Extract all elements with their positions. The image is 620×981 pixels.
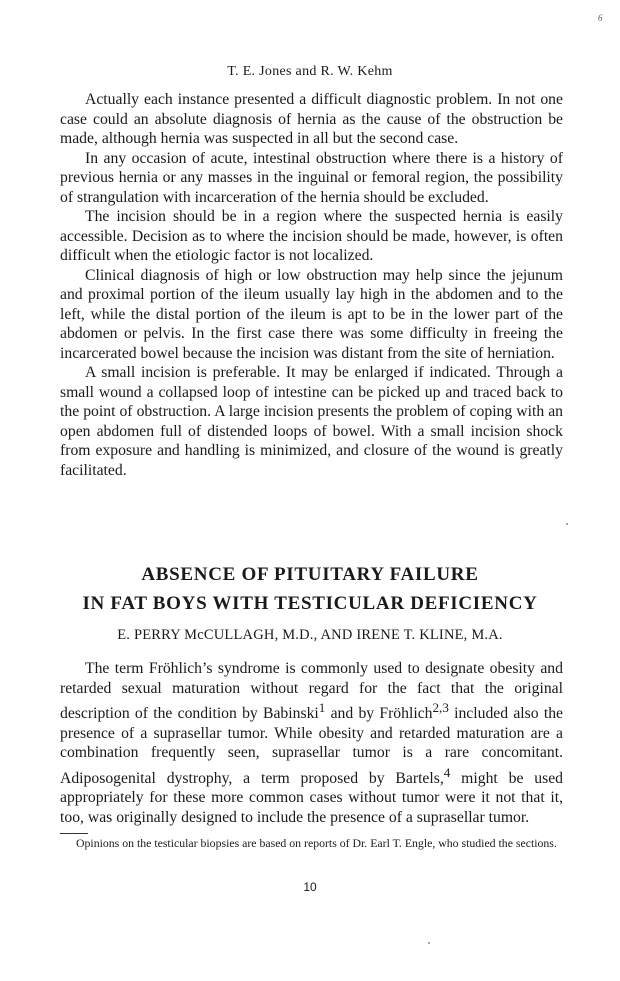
reference-superscript: 2,3 — [432, 700, 449, 715]
footnote — [60, 836, 563, 851]
paragraph: A small incision is preferable. It may be enlarged if indicated. Through a small wound a collapsed loop of intestine can be picked up and traced back to the point of obstruction. A large incision presents the problem of coping with an open abdomen full of distended loops of bowel. With a small incision shock from exposure and handling is minimized, and closure of the wound is greatly facilitated. — [60, 364, 563, 479]
article-intro-paragraph — [60, 659, 563, 827]
article-title-line: ABSENCE OF PITUITARY FAILURE — [141, 564, 479, 585]
scan-speck — [428, 942, 430, 944]
article-body — [60, 659, 563, 827]
paragraph: Clinical diagnosis of high or low obstruction may help since the jejunum and proximal portion of the ileum usually lay high in the abdomen and to the left, while the distal portion of the ileum is apt to be in the lower part of the abdomen or pelvis. In the first case there was some difficulty in freeing the incarcerated bowel because the incision was distant from the site of herniation. — [60, 266, 563, 362]
page-number: 10 — [303, 880, 317, 894]
scan-speck — [566, 523, 568, 525]
body-text: might be used appropriately for these more common cases without tumor were it not that it, too, was originally designed to include the presence of a suprasellar tumor. — [60, 769, 563, 826]
corner-mark: 6 — [598, 13, 603, 23]
article-title — [0, 560, 620, 618]
paragraph: The incision should be in a region where the suspected hernia is easily accessible. Decision as to where the incision should be made, however, is often difficult when the etiologic factor is not localized. — [60, 208, 563, 264]
running-head: T. E. Jones and R. W. Kehm — [227, 64, 393, 79]
article-title-line: IN FAT BOYS WITH TESTICULAR DEFICIENCY — [82, 593, 538, 614]
body-text: The term Fröhlich’s syndrome is commonly used to designate obesity and retarded sexual maturation without regard for the fact that the original description of the condition by Babinski — [60, 660, 563, 723]
paragraph: Actually each instance presented a difficult diagnostic problem. In not one case could an absolute diagnosis of hernia as the cause of the obstruction be made, although hernia was suspected in all but the second case. — [60, 91, 563, 147]
reference-superscript: 4 — [443, 764, 451, 780]
footnote-rule — [60, 833, 88, 834]
body-text: and by Fröhlich — [325, 705, 433, 723]
previous-article-text — [60, 90, 563, 480]
body-text: included also the presence of a suprasellar tumor. While obesity and retarded maturation are a combination frequently seen, suprasellar tumor is a rare concomitant. Adiposogenital dystrophy, a term proposed by Bartels, — [60, 705, 564, 787]
footnote-text: Opinions on the testicular biopsies are based on reports of Dr. Earl T. Engle, who studied the sections. — [76, 836, 557, 850]
article-authors: E. PERRY McCULLAGH, M.D., AND IRENE T. KLINE, M.A. — [117, 627, 503, 643]
reference-superscript: 1 — [318, 700, 326, 715]
paragraph: In any occasion of acute, intestinal obstruction where there is a history of previous hernia or any masses in the inguinal or femoral region, the possibility of strangulation with incarceration of the hernia should be excluded. — [60, 149, 563, 206]
